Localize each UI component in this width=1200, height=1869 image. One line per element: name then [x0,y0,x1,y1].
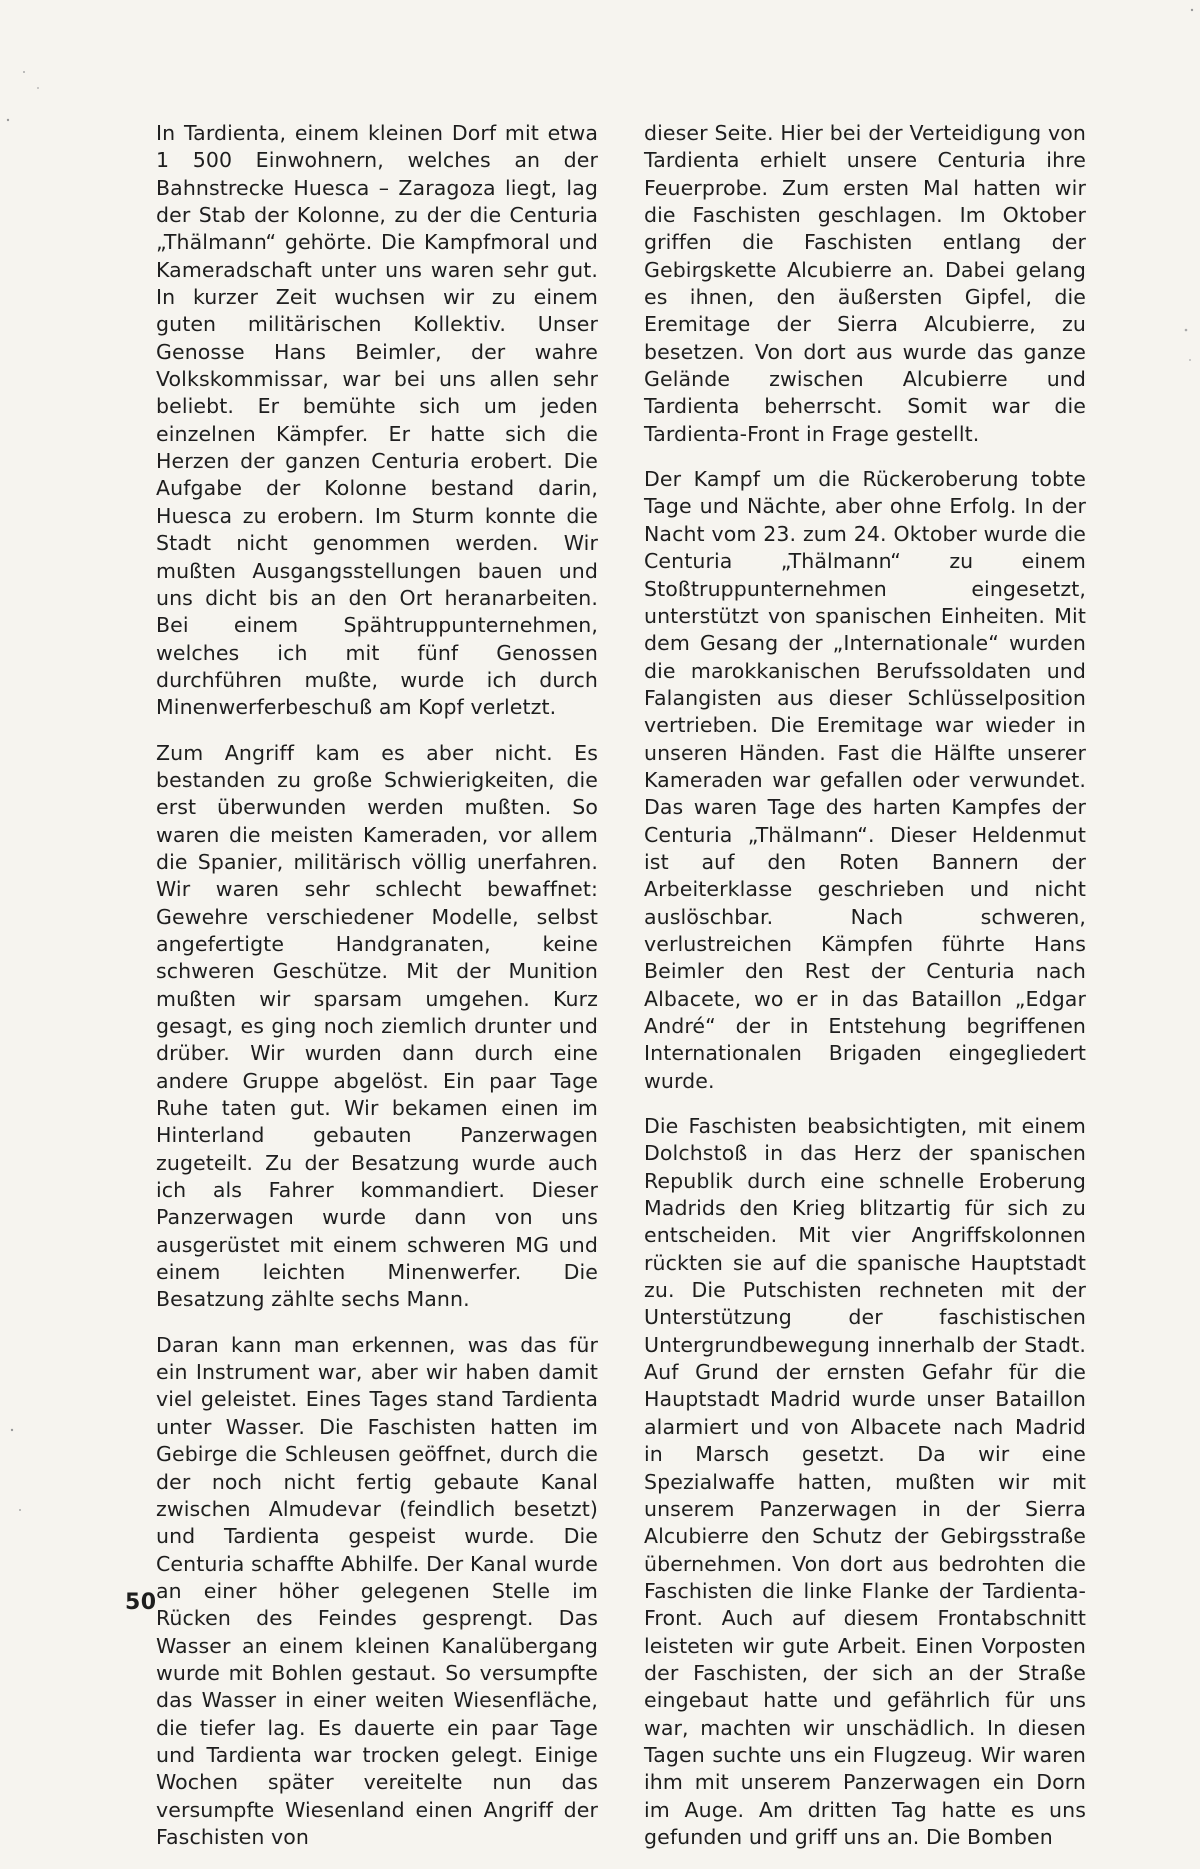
paragraph: dieser Seite. Hier bei der Verteidigung von Tardienta erhielt unsere Centuria ihre Feuerprobe. Zum ersten Mal hatten wir die Faschisten geschlagen. Im Oktober griffen die Faschisten entlang der Gebirgskette Alcubierre an. Dabei gelang es ihnen, den äußersten Gipfel, die Eremitage der Sierra Alcubierre, zu besetzen. Von dort aus wurde das ganze Gelände zwischen Alcubierre und Tardienta beherrscht. Somit war die Tardienta-Front in Frage gestellt. [644,121,1086,446]
paragraph: Zum Angriff kam es aber nicht. Es bestanden zu große Schwierigkeiten, die erst überwunden werden mußten. So waren die meisten Kameraden, vor allem die Spanier, militärisch völlig unerfahren. Wir waren sehr schlecht bewaffnet: Gewehre verschiedener Modelle, selbst angefertigte Handgranaten, keine schweren Geschütze. Mit der Munition mußten wir sparsam umgehen. Kurz gesagt, es ging noch ziemlich drunter und drüber. Wir wurden dann durch eine andere Gruppe abgelöst. Ein paar Tage Ruhe taten gut. Wir bekamen einen im Hinterland gebauten Panzerwagen zugeteilt. Zu der Besatzung wurde auch ich als Fahrer kommandiert. Dieser Panzerwagen wurde dann von uns ausgerüstet mit einem schweren MG und einem leichten Minenwerfer. Die Besatzung zählte sechs Mann. [156,740,598,1312]
paragraph: Daran kann man erkennen, was das für ein Instrument war, aber wir haben damit viel geleistet. Eines Tages stand Tardienta unter Wasser. Die Faschisten hatten im Gebirge die Schleusen geöffnet, durch die der noch nicht fertig gebaute Kanal zwischen Almudevar (feindlich besetzt) und Tardienta gespeist wurde. Die Centuria schaffte Abhilfe. Der Kanal wurde an einer höher gelegenen Stelle im Rücken des Feindes gesprengt. Das Wasser an einem kleinen Kanalübergang wurde mit Bohlen gestaut. So versumpfte das Wasser in einer weiten Wiesenfläche, die tiefer lag. Es dauerte ein paar Tage und Tardienta war trocken gelegt. Einige Wochen später vereitelte nun das versumpfte Wiesenland einen Angriff der Faschisten von [156,1332,598,1849]
right-text-column [644,120,1086,1869]
page-number: 50 [125,1590,157,1615]
left-text-column [156,120,598,1869]
paragraph: In Tardienta, einem kleinen Dorf mit etwa 1 500 Einwohnern, welches an der Bahnstrecke Huesca – Zaragoza liegt, lag der Stab der Kolonne, zu der die Centuria „Thälmann“ gehörte. Die Kampfmoral und Kameradschaft unter uns waren sehr gut. In kurzer Zeit wuchsen wir zu einem guten militärischen Kollektiv. Unser Genosse Hans Beimler, der wahre Volkskommissar, war bei uns allen sehr beliebt. Er bemühte sich um jeden einzelnen Kämpfer. Er hatte sich die Herzen der ganzen Centuria erobert. Die Aufgabe der Kolonne bestand darin, Huesca zu erobern. Im Sturm konnte die Stadt nicht genommen werden. Wir mußten Ausgangsstellungen bauen und uns dicht bis an den Ort heranarbeiten. Bei einem Spähtruppunternehmen, welches ich mit fünf Genossen durchführen mußte, wurde ich durch Minenwerferbeschuß am Kopf verletzt. [156,121,598,720]
paragraph: Der Kampf um die Rückeroberung tobte Tage und Nächte, aber ohne Erfolg. In der Nacht vom 23. zum 24. Oktober wurde die Centuria „Thälmann“ zu einem Stoßtruppunternehmen eingesetzt, unterstützt von spanischen Einheiten. Mit dem Gesang der „Internationale“ wurden die marokkanischen Berufssoldaten und Falangisten aus dieser Schlüsselposition vertrieben. Die Eremitage war wieder in unseren Händen. Fast die Hälfte unserer Kameraden war gefallen oder verwundet. Das waren Tage des harten Kampfes der Centuria „Thälmann“. Dieser Heldenmut ist auf den Roten Bannern der Arbeiterklasse geschrieben und nicht auslöschbar. Nach schweren, verlustreichen Kämpfen führte Hans Beimler den Rest der Centuria nach Albacete, wo er in das Bataillon „Edgar André“ der in Entstehung begriffenen Internationalen Brigaden eingegliedert wurde. [644,467,1086,1093]
paragraph: Die Faschisten beabsichtigten, mit einem Dolchstoß in das Herz der spanischen Republik durch eine schnelle Eroberung Madrids den Krieg blitzartig für sich zu entscheiden. Mit vier Angriffskolonnen rückten sie auf die spanische Hauptstadt zu. Die Putschisten rechneten mit der Unterstützung der faschistischen Untergrundbewegung innerhalb der Stadt. Auf Grund der ernsten Gefahr für die Hauptstadt Madrid wurde unser Bataillon alarmiert und von Albacete nach Madrid in Marsch gesetzt. Da wir eine Spezialwaffe hatten, mußten wir mit unserem Panzerwagen in der Sierra Alcubierre den Schutz der Gebirgsstraße übernehmen. Von dort aus bedrohten die Faschisten die linke Flanke der Tardienta-Front. Auch auf diesem Frontabschnitt leisteten wir gute Arbeit. Einen Vorposten der Faschisten, der sich an der Straße eingebaut hatte und gefährlich für uns war, machten wir unschädlich. In diesen Tagen suchte uns ein Flugzeug. Wir waren ihm mit unserem Panzerwagen ein Dorn im Auge. Am dritten Tag hatte es uns gefunden und griff uns an. Die Bomben [644,1114,1086,1849]
